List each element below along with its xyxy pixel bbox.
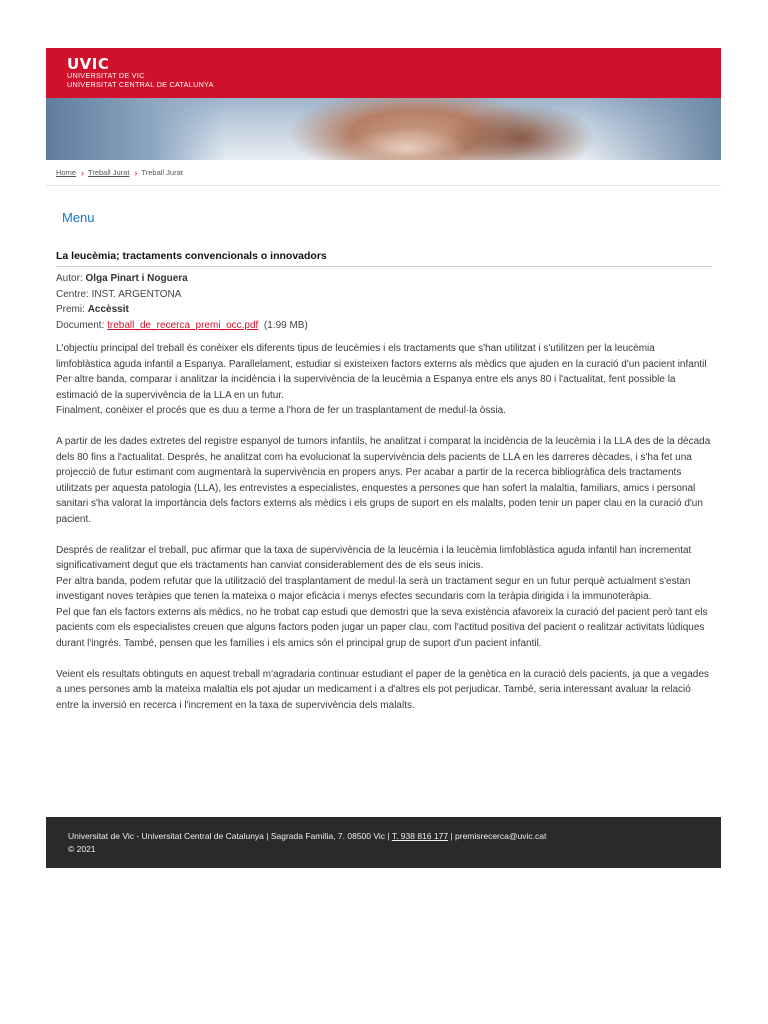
chevron-right-icon: ›: [81, 167, 85, 178]
document-pdf-link[interactable]: treball_de_recerca_premi_occ.pdf: [107, 319, 259, 331]
meta-premi: Premi: Accèssit: [56, 304, 129, 316]
paragraph-3: Després de realitzar el treball, puc afirmar que la taxa de supervivència de la leucèmia i la leucèmia limfoblàstica aguda infantil han incrementat significativament degut que els tractaments han canviat considerablement des de els seus inicis. Per altra banda, podem refutar que la utilització del trasplantament de medul·la serà un tractament segur en un futur perquè actualment s'estan investigant noves teràpies que tenen la mateixa o major eficàcia i menys efectes secundaris com la teràpia dirigida i la immunoteràpia. Pel que fan els factors externs als mèdics, no he trobat cap estudi que demostri que la seva existència afavoreix la curació del pacient però tant els pacients com els especialistes creuen que alguns factors poden jugar un paper clau, com l'actitud positiva del pacient o realitzar activitats lúdiques durant l'ingrés. També, pensen que les famílies i els amics són el principal grup de suport d'un pacient infantil.: [56, 544, 708, 649]
autor-value: Olga Pinart i Noguera: [85, 273, 188, 284]
footer-address: Universitat de Vic - Universitat Central de Catalunya | Sagrada Família, 7. 08500 Vic |: [68, 831, 390, 841]
logo-mark: UVIC: [67, 55, 110, 73]
footer-phone-link[interactable]: T. 938 816 177: [391, 831, 449, 841]
footer-copyright: © 2021: [68, 844, 96, 854]
header-brand-bar: [46, 48, 721, 98]
logo-line-1: UNIVERSITAT DE VIC: [67, 71, 145, 80]
premi-value: Accèssit: [87, 304, 129, 316]
menu-button[interactable]: Menu: [62, 210, 95, 225]
footer-contact: [68, 830, 721, 843]
site-footer: [46, 817, 721, 868]
header-hero-image: [46, 98, 721, 160]
footer-email: | premisrecerca@uvic.cat: [450, 831, 547, 841]
logo-line-2: UNIVERSITAT CENTRAL DE CATALUNYA: [67, 79, 214, 89]
breadcrumb-current: Treball Jurat: [141, 168, 183, 177]
centre-value: INST. ARGENTONA: [91, 288, 182, 300]
uvic-logo[interactable]: [67, 56, 214, 89]
chevron-right-icon: ›: [134, 167, 138, 178]
article-meta: [56, 271, 712, 333]
meta-autor: Autor: Olga Pinart i Noguera: [56, 273, 188, 284]
article-title: La leucèmia; tractaments convencionals o innovadors: [56, 250, 712, 267]
meta-document: Document: treball_de_recerca_premi_occ.pdf (1.99 MB): [56, 319, 308, 331]
breadcrumb-treball-jurat-link[interactable]: Treball Jurat: [88, 168, 130, 177]
article: [56, 250, 712, 729]
article-body: [56, 341, 712, 713]
document-size: (1.99 MB): [263, 319, 308, 331]
paragraph-1: L'objectiu principal del treball és conèixer els diferents tipus de leucèmies i els tractaments que s'han utilitzat i s'utilitzen per la leucèmia limfoblàstica aguda infantil a Espanya. Parallelament, estudiar si existeixen factors externs als mèdics que ajuden en la curació d'un pacient infantil Per altre banda, comparar i analitzar la incidència i la supervivència de la leucèmia a Espanya entre els anys 80 i l'actualitat, fent possible la estimació de la supervivència de la LLA en un futur. Finalment, conèixer el procés que es duu a terme a l'hora de fer un trasplantament de medul·la òssia.: [56, 343, 707, 417]
breadcrumb-home-link[interactable]: Home: [56, 168, 77, 177]
paragraph-4: Veient els resultats obtinguts en aquest treball m'agradaria continuar estudiant el paper de la genètica en la curació dels pacients, ja que a vegades a unes persones amb la mateixa malaltia els pot ajudar un medicament i a d'altres els pot perjudicar. També, seria interessant avaluar la relació entre la inversió en recerca i l'increment en la taxa de supervivència dels malalts.: [56, 668, 709, 711]
paragraph-2: A partir de les dades extretes del registre espanyol de tumors infantils, he analitzat i comparat la incidència de la leucèmia i la LLA des de la dècada dels 80 fins a l'actualitat. Després, he analitzat com ha evolucionat la supervivència dels pacients de LLA en les darreres dècades, i s'ha fet una projecció de futur estimant com augmentarà la supervivència en propers anys. Per acabar a partir de la recerca bibliogràfica dels tractaments utilitzats per aquesta patologia (LLA), les entrevistes a especialistes, enquestes a persones que han sofert la malaltia, familiars, amics i personal sanitari s'ha valorat la importància dels factors externs als mèdics i els grups de suport en els malalts, poden tenir un paper clau en la curació d'un pacient.: [56, 436, 711, 525]
meta-centre: Centre: INST. ARGENTONA: [56, 288, 182, 300]
breadcrumb: [46, 160, 721, 186]
page-container: [46, 48, 721, 711]
